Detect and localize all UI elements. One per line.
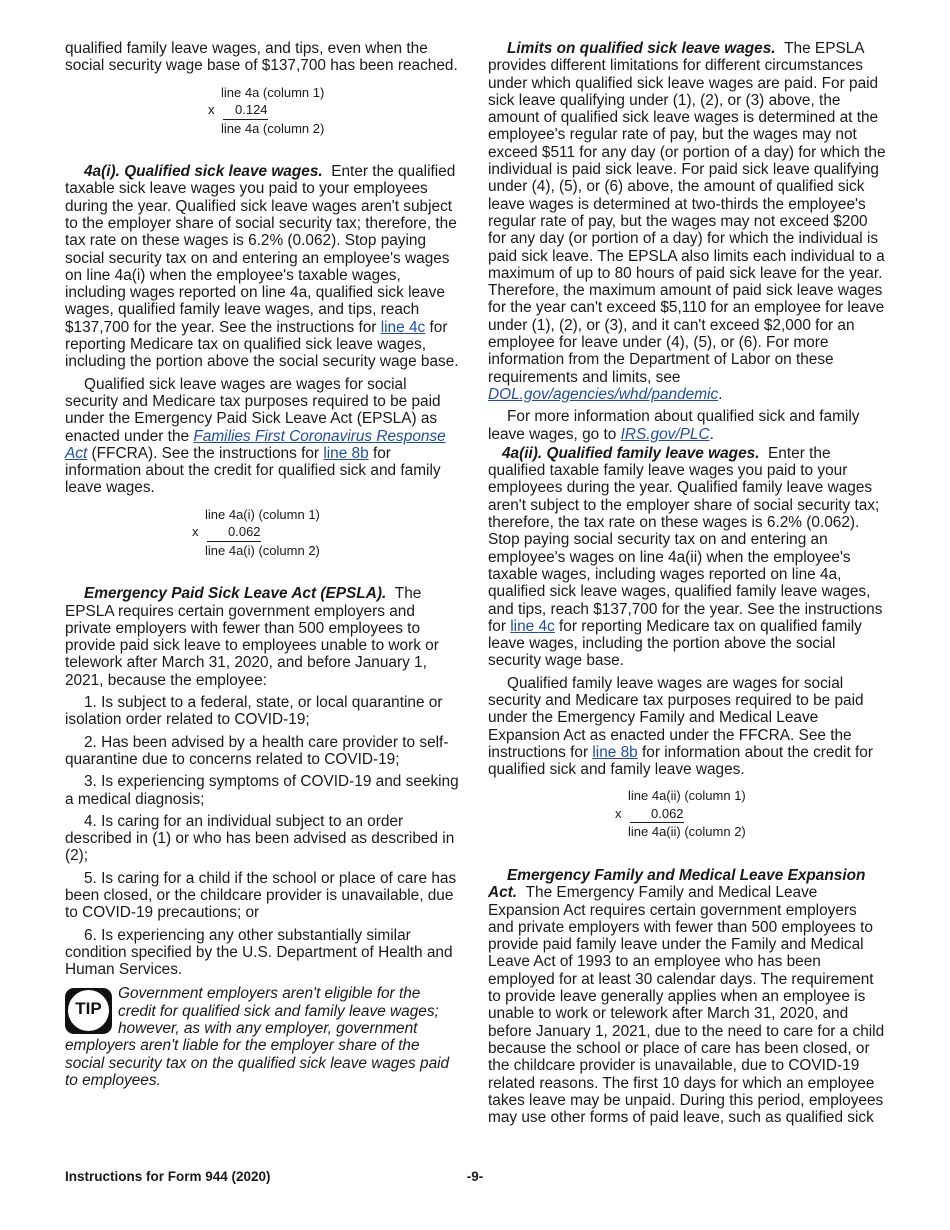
epsla-section xyxy=(65,585,462,689)
right-column xyxy=(488,40,886,1126)
epsla-heading: Emergency Paid Sick Leave Act (EPSLA). xyxy=(84,585,387,603)
qualified-sick-leave-paragraph xyxy=(65,376,462,497)
qfl-text-2: for information about the credit for qualified sick and family leave wages. xyxy=(488,743,873,779)
calc-rate: 0.124 xyxy=(223,101,268,120)
line-4c-link-2[interactable]: line 4c xyxy=(510,617,555,635)
dol-link[interactable]: DOL.gov/agencies/whd/pandemic xyxy=(488,385,719,403)
irs-plc-link[interactable]: IRS.gov/PLC xyxy=(620,425,710,443)
limits-text: The EPSLA provides different limitations for different circumstances under which qualified sick leave wages are paid. For paid sick leave qualifying under (1), (2), or (3) above, the amount of qualified sick leave wages is determined at the employee's regular rate of pay, but the wages may not exceed $511 for any day (or portion of a day) for which the individual is paid sick leave. For paid sick leave qualifying under (4), (5), or (6) above, the amount of qualified sick leave wages is determined at two-thirds the employee's regular rate of pay, but the wages may not exceed $200 for any day (or portion of a day) for which the individual is paid sick leave. The EPSLA also limits each individual to a maximum of up to 80 hours of paid sick leave for the year. Therefore, the maximum amount of paid sick leave wages for the year can't exceed $5,110 for an employee for leave under (1), (2), or (3), and it can't exceed $2,000 for an employee for leave under (4), (5), or (6). For more information from the Department of Labor on these requirements and limits, see xyxy=(488,40,886,386)
p2-text-2: (FFCRA). See the instructions for xyxy=(91,444,320,462)
p2-text-1: Qualified sick leave wages are wages for social security and Medicare tax purposes required to be paid under the Emergency Paid Sick Leave Act (EPSLA) as enacted under the xyxy=(65,375,441,445)
section-4ai-text-1: Enter the qualified taxable sick leave wages you paid to your employees during the year. Qualified sick leave wages aren't subject to the employer share of social security tax; therefore, the tax rate on these wages is 6.2% (0.062). Stop paying social security tax on and entering an employee's wages on line 4a(i) when the employee's taxable wages, including wages reported on line 4a, qualified sick leave wages, qualified family leave wages, and tips, reach $137,700 for the year. See the instructions for xyxy=(65,163,457,336)
footer-title: Instructions for Form 944 (2020) xyxy=(65,1169,271,1184)
line-4c-link[interactable]: line 4c xyxy=(380,318,426,336)
list-item-2: 2. Has been advised by a health care provider to self-quarantine due to concerns related to COVID-19; xyxy=(65,733,449,768)
list-item-4: 4. Is caring for an individual subject to an order described in (1) or who has been advised as described in (2); xyxy=(65,812,455,865)
calc-box-4a xyxy=(208,84,328,138)
qfl-text-1: Qualified family leave wages are wages for social security and Medicare tax purposes required to be paid under the Emergency Family and Medical Leave Expansion Act as enacted under the FFCRA. See the instructions for xyxy=(488,674,864,761)
line-8b-link[interactable]: line 8b xyxy=(323,444,369,462)
line-8b-link-2[interactable]: line 8b xyxy=(592,743,638,761)
section-4ai-text-2: for reporting Medicare tax on qualified sick leave wages, including the portion above the social security wage base. xyxy=(65,318,459,371)
calc-box-4aii xyxy=(615,787,765,841)
more-info-text: For more information about qualified sick and family leave wages, go to xyxy=(488,408,860,443)
calc-line-1: line 4a (column 1) xyxy=(221,84,325,100)
limits-end: . xyxy=(718,385,723,403)
calc-rate: 0.062 xyxy=(630,805,684,824)
list-item-3: 3. Is experiencing symptoms of COVID-19 and seeking a medical diagnosis; xyxy=(65,773,459,808)
ffcra-link[interactable]: Families First Coronavirus Response Act xyxy=(65,427,446,462)
calc-line-3: line 4a (column 2) xyxy=(221,120,325,136)
qualified-family-leave-paragraph xyxy=(488,675,886,779)
page-number: -9- xyxy=(466,1169,484,1184)
calc-rate-row xyxy=(208,101,328,120)
tip-icon xyxy=(65,988,112,1034)
calc-line-3: line 4a(i) (column 2) xyxy=(205,542,320,558)
tip-text: Government employers aren't eligible for the credit for qualified sick and family leave wages; however, as with any employer, government employers aren't liable for the employer share of the social security tax on the qualified sick leave wages paid to employees. xyxy=(65,985,450,1089)
section-4ai-heading: 4a(i). Qualified sick leave wages. xyxy=(84,163,323,181)
section-4aii-heading: 4a(ii). Qualified family leave wages. xyxy=(502,444,760,462)
section-4aii xyxy=(488,445,886,670)
calc-multiply: x xyxy=(208,102,215,118)
calc-box-4ai xyxy=(192,506,332,560)
continued-paragraph: qualified family leave wages, and tips, even when the social security wage base of $137,700 has been reached. xyxy=(65,40,458,75)
calc-rate-row xyxy=(615,805,765,824)
efmlea-heading: Emergency Family and Medical Leave Expansion Act. xyxy=(488,866,866,902)
section-4aii-text-2: for reporting Medicare tax on qualified family leave wages, including the portion above the social security wage base. xyxy=(488,617,862,670)
calc-multiply: x xyxy=(192,524,199,540)
left-column xyxy=(65,40,462,1089)
more-info-paragraph xyxy=(488,408,886,443)
calc-rate: 0.062 xyxy=(207,523,261,542)
more-info-end: . xyxy=(709,425,714,443)
epsla-text: The EPSLA requires certain government employers and private employers with fewer than 500 employees to provide paid sick leave to employees unable to work or telework after March 31, 2020, and before January 1, 2021, because the employee: xyxy=(65,585,439,689)
calc-line-3: line 4a(ii) (column 2) xyxy=(628,824,746,840)
tip-box xyxy=(65,985,462,1089)
tip-label: TIP xyxy=(75,999,102,1019)
list-item-6: 6. Is experiencing any other substantially similar condition specified by the U.S. Department of Health and Human Services. xyxy=(65,926,453,979)
calc-multiply: x xyxy=(615,805,622,821)
list-item-5: 5. Is caring for a child if the school or place of care has been closed, or the childcare provider is unavailable, due to COVID-19 precautions; or xyxy=(65,869,457,922)
section-4aii-text-1: Enter the qualified taxable family leave wages you paid to your employees during the year. Qualified family leave wages aren't subject to the employer share of social security tax; therefore, the tax rate on these wages is 6.2% (0.062). Stop paying social security tax on and entering an employee's wages on line 4a(ii) when the employee's taxable wages, including wages reported on line 4a, qualified sick leave wages, qualified family leave wages, and tips, reach $137,700 for the year. See the instructions for xyxy=(488,444,883,635)
efmlea-section xyxy=(488,867,886,1126)
list-item-1: 1. Is subject to a federal, state, or local quarantine or isolation order related to COVID-19; xyxy=(65,694,443,729)
calc-line-1: line 4a(ii) (column 1) xyxy=(628,788,746,804)
calc-rate-row xyxy=(192,523,332,542)
limits-heading: Limits on qualified sick leave wages. xyxy=(507,40,776,57)
p2-text-3: for information about the credit for qualified sick and family leave wages. xyxy=(65,444,441,497)
calc-line-1: line 4a(i) (column 1) xyxy=(205,506,320,522)
section-4ai xyxy=(65,163,462,371)
limits-section xyxy=(488,40,886,403)
efmlea-text: The Emergency Family and Medical Leave Expansion Act requires certain government employers and private employers with fewer than 500 employees to provide paid family leave under the Family and Medical Leave Act of 1993 to an employee who has been employed for at least 30 calendar days. The requirement to provide leave generally applies when an employee is unable to work or telework after March 31, 2020, and before January 1, 2021, due to the need to care for a child because the school or place of care has been closed, or the childcare provider is unavailable, due to COVID-19 related reasons. The first 10 days for which an employee takes leave may be unpaid. During this period, employees may use other forms of paid leave, such as qualified sick xyxy=(488,884,885,1127)
